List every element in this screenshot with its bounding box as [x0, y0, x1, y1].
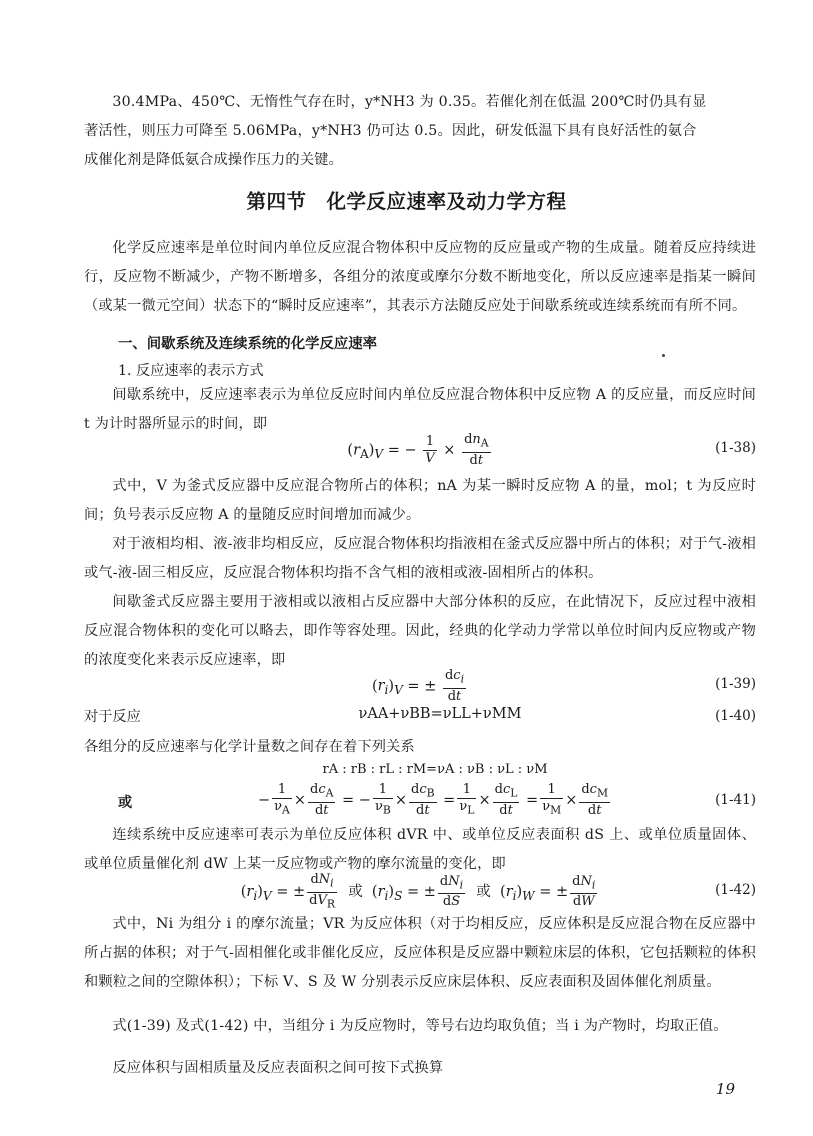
equation-number-1-41: (1-41) [715, 792, 756, 808]
heading-batch-continuous: 一、间歇系统及连续系统的化学反应速率 [118, 335, 378, 352]
equation-number-1-38: (1-38) [715, 440, 756, 456]
intro-paragraph-2 [84, 117, 756, 146]
equation-1-42-body: $(r_i)_V$ = ± $\frac{dN_i}{dV_R}$ 或 $(r_i)_S$ = ± $\frac{dN_i}{dS}$ 或 $(r_i)_W$ = ± $\frac{dN_i}{dW}$ [240, 872, 596, 911]
intro-line-2: 著活性，则压力可降至 5.06MPa，y*NH3 仍可达 0.5。因此，研发低温下具有良好活性的氨合 [84, 123, 697, 139]
paragraph-batch-system: 间歇系统中，反应速率表示为单位反应时间内单位反应混合物体积中反应物 A 的反应量，而反应时间 t 为计时器所显示的时间，即 [84, 387, 756, 432]
equation-1-40-body: νAA+νBB=νLL+νMM [358, 706, 522, 722]
page-number: 19 [715, 1080, 735, 1098]
label-for-reaction: 对于反应 [84, 709, 141, 725]
paragraph-definition: 化学反应速率是单位时间内单位反应混合物体积中反应物的反应量或产物的生成量。随着反应持续进行，反应物不断减少，产物不断增多，各组分的浓度或摩尔分数不断地变化，所以反应速率是指某一瞬间（或某一微元空间）状态下的“瞬时反应速率”，其表示方法随反应处于间歇系统或连续系统而有所不同。 [84, 240, 756, 314]
paragraph-where-ni: 式中，Ni 为组分 i 的摩尔流量；VR 为反应体积（对于均相反应，反应体积是反应混合物在反应器中所占据的体积；对于气-固相催化或非催化反应，反应体积是反应器中颗粒床层的体积，它包括颗粒的体积和颗粒之间的空隙体积）；下标 V、S 及 W 分别表示反应床层体积、反应表面积及固体催化剂质量。 [84, 916, 756, 990]
equation-1-38 [84, 432, 756, 472]
intro-line-1: 30.4MPa、450℃、无惰性气存在时，y*NH3 为 0.35。若催化剂在低温 200℃时仍具有显 [112, 94, 707, 110]
equation-1-42 [84, 872, 756, 912]
label-or: 或 [118, 795, 133, 811]
paragraph-liquid-phase: 对于液相均相、液-液非均相反应，反应混合物体积均指液相在釜式反应器中所占的体积；对于气-液相或气-液-固三相反应，反应混合物体积均指不含气相的液相或液-固相所占的体积。 [84, 536, 756, 581]
stray-dot [662, 354, 665, 357]
paragraph-sign-convention: 式(1-39) 及式(1-42) 中，当组分 i 为反应物时，等号右边均取负值；当 i 为产物时，均取正值。 [112, 1018, 728, 1034]
equation-1-38-body: $(r_A)_V$ = − $\frac{1}{V}$ × $\frac{dn_A}{dt}$ [347, 432, 489, 468]
or-2: 或 [476, 884, 491, 901]
paragraph-continuous-system: 连续系统中反应速率可表示为单位反应体积 dVR 中、或单位反应表面积 dS 上、或单位质量固体、或单位质量催化剂 dW 上某一反应物或产物的摩尔流量的变化，即 [84, 827, 756, 872]
or-1: 或 [348, 884, 363, 901]
subheading-rate-expression: 1. 反应速率的表示方式 [118, 363, 264, 379]
intro-paragraph-3 [84, 146, 756, 175]
equation-1-41 [84, 782, 756, 822]
intro-line-3: 成催化剂是降低氨合成操作压力的关键。 [84, 152, 343, 168]
paragraph-conversion: 反应体积与固相质量及反应表面积之间可按下式换算 [112, 1060, 444, 1076]
equation-ratio-body: rA : rB : rL : rM=νA : νB : νL : νM [322, 762, 548, 777]
section-title: 第四节 化学反应速率及动力学方程 [246, 190, 567, 213]
equation-1-39-body: $(r_i)_V$ = ± $\frac{dc_i}{dt}$ [371, 668, 465, 704]
paragraph-batch-reactor: 间歇釜式反应器主要用于液相或以液相占反应器中大部分体积的反应，在此情况下，反应过程中液相反应混合物体积的变化可以略去，即作等容处理。因此，经典的化学动力学常以单位时间内反应物或产物的浓度变化来表示反应速率，即 [84, 594, 756, 668]
intro-paragraph [84, 88, 756, 117]
equation-number-1-39: (1-39) [715, 676, 756, 692]
paragraph-stoichiometry: 各组分的反应速率与化学计量数之间存在着下列关系 [84, 739, 415, 755]
equation-1-41-body: − $\frac{1}{\nu_A}$ × $\frac{dc_A}{dt}$ = − $\frac{1}{\nu_B}$ × $\frac{dc_B}{dt}$ = $\frac{1}{\nu_L}$ × $\frac{dc_L}{dt}$ = $\frac{1}{\nu_M}$ × $\frac{dc_M}{dt}$ [257, 782, 609, 818]
equation-1-40 [84, 706, 756, 732]
paragraph-where-v: 式中，V 为釜式反应器中反应混合物所占的体积；nA 为某一瞬时反应物 A 的量，mol；t 为反应时间；负号表示反应物 A 的量随反应时间增加而减少。 [84, 478, 756, 523]
equation-1-39 [84, 668, 756, 708]
equation-number-1-42: (1-42) [715, 882, 756, 898]
equation-number-1-40: (1-40) [715, 708, 756, 724]
